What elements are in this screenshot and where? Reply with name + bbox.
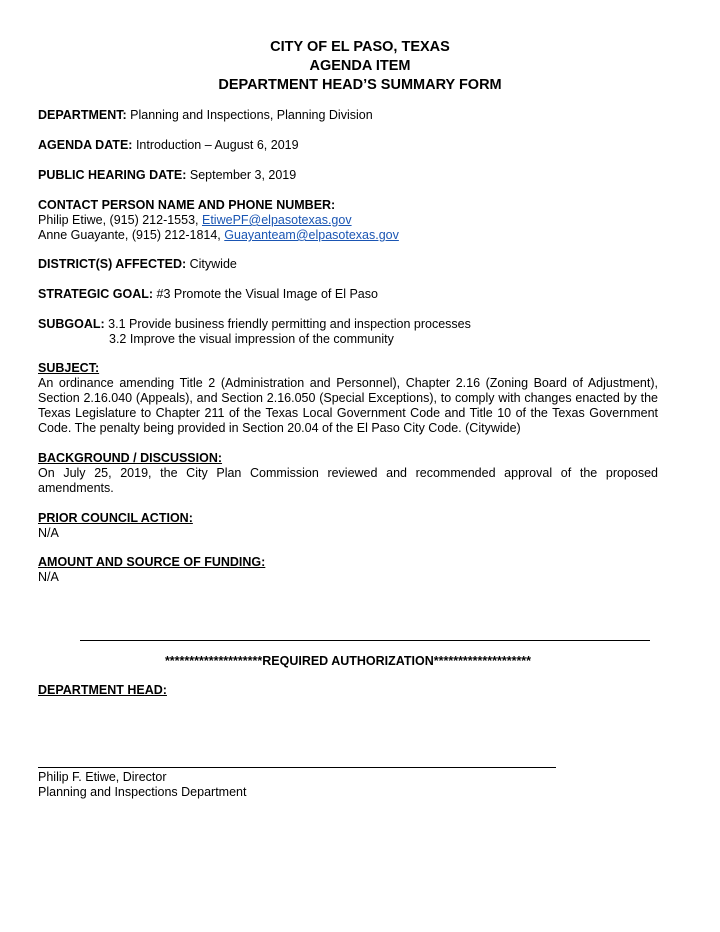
signatory-department: Planning and Inspections Department [38, 785, 247, 799]
districts-field [38, 257, 658, 272]
header-form-title: DEPARTMENT HEAD’S SUMMARY FORM [218, 77, 502, 93]
strategic-goal-label: STRATEGIC GOAL: [38, 287, 154, 301]
form-header [0, 38, 720, 95]
signatory-name: Philip F. Etiwe, Director [38, 770, 167, 784]
contact-email-link[interactable]: EtiwePF@elpasotexas.gov [202, 213, 352, 227]
subgoal-label: SUBGOAL: [38, 317, 105, 331]
contact-label: CONTACT PERSON NAME AND PHONE NUMBER: [38, 198, 336, 212]
subgoal-line-2: 3.2 Improve the visual impression of the community [109, 332, 394, 346]
signatory-block [38, 770, 658, 800]
strategic-goal-field [38, 287, 658, 302]
department-head-heading: DEPARTMENT HEAD: [38, 683, 167, 697]
background-heading: BACKGROUND / DISCUSSION: [38, 451, 223, 465]
strategic-goal-value: #3 Promote the Visual Image of El Paso [156, 287, 378, 301]
header-city: CITY OF EL PASO, TEXAS [270, 39, 450, 55]
background-text: On July 25, 2019, the City Plan Commission reviewed and recommended approval of the proposed amendments. [38, 466, 658, 495]
contact-email-link[interactable]: Guayanteam@elpasotexas.gov [224, 228, 399, 242]
agenda-date-label: AGENDA DATE: [38, 138, 133, 152]
subject-text: An ordinance amending Title 2 (Administration and Personnel), Chapter 2.16 (Zoning Board of Adjustment), Section 2.16.040 (Appeals), and Section 2.16.050 (Special Exceptions), to comply with changes enacted by the Texas Legislature to Chapter 211 of the Texas Local Government Code and Title 10 of the Texas Government Code. The penalty being provided in Section 20.04 of the El Paso City Code. (Citywide) [38, 376, 658, 435]
contact-section [38, 198, 658, 243]
districts-value: Citywide [189, 257, 237, 271]
background-section [38, 451, 658, 496]
funding-value: N/A [38, 570, 59, 584]
contact-person [38, 228, 658, 243]
agenda-date-field [38, 138, 658, 153]
public-hearing-field [38, 168, 658, 183]
funding-heading: AMOUNT AND SOURCE OF FUNDING: [38, 555, 266, 569]
subject-heading: SUBJECT: [38, 361, 100, 375]
funding-section [38, 555, 658, 585]
public-hearing-label: PUBLIC HEARING DATE: [38, 168, 187, 182]
districts-label: DISTRICT(S) AFFECTED: [38, 257, 187, 271]
public-hearing-value: September 3, 2019 [189, 168, 297, 182]
signature-line [38, 767, 556, 768]
subgoal-line-1: 3.1 Provide business friendly permitting and inspection processes [108, 317, 471, 331]
subject-section [38, 361, 658, 436]
contact-person-text: Anne Guayante, (915) 212-1814, [38, 228, 221, 242]
prior-action-heading: PRIOR COUNCIL ACTION: [38, 511, 193, 525]
department-field [38, 108, 658, 123]
prior-action-value: N/A [38, 526, 59, 540]
header-agenda-item: AGENDA ITEM [309, 58, 411, 74]
contact-person [38, 213, 658, 228]
agenda-date-value: Introduction – August 6, 2019 [135, 138, 299, 152]
department-label: DEPARTMENT: [38, 108, 127, 122]
prior-action-section [38, 511, 658, 541]
department-value: Planning and Inspections, Planning Division [130, 108, 373, 122]
section-divider [80, 640, 650, 641]
required-authorization: ********************REQUIRED AUTHORIZATION******************** [164, 654, 532, 668]
department-head-section [38, 683, 658, 698]
contact-person-text: Philip Etiwe, (915) 212-1553, [38, 213, 199, 227]
subgoal-field [38, 317, 658, 347]
